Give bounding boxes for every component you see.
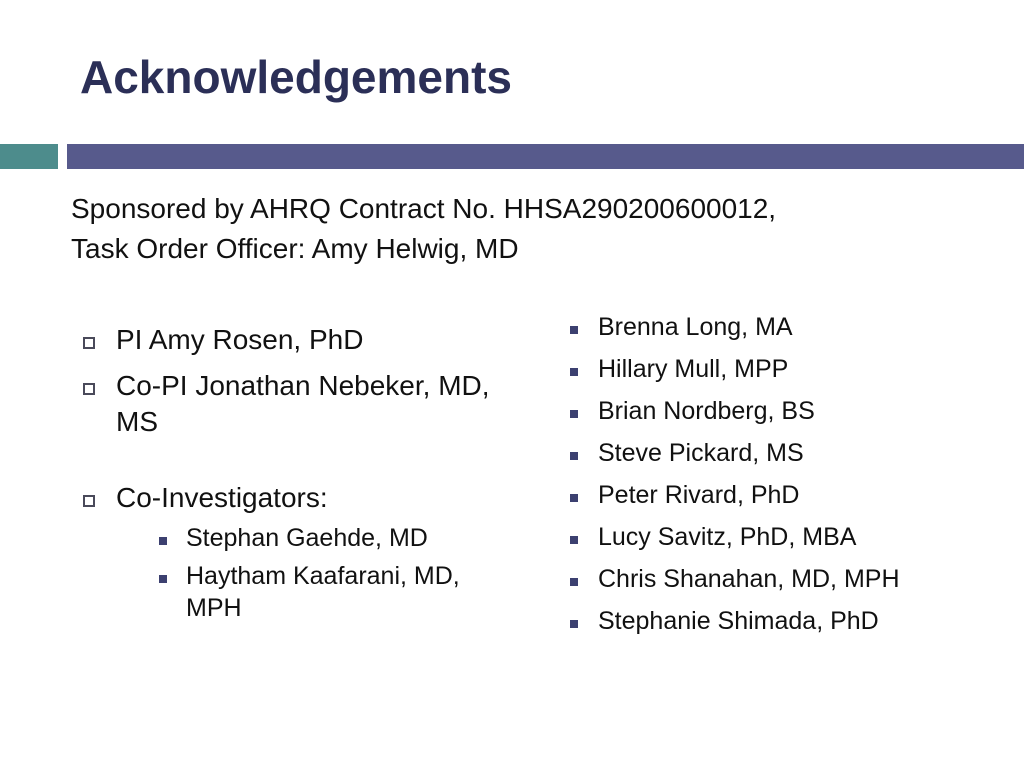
list-item-text: Chris Shanahan, MD, MPH (598, 565, 900, 593)
list-item-co-pi (80, 368, 520, 440)
sublist-item-text: Stephan Gaehde, MD (186, 524, 428, 552)
sublist-item (151, 560, 520, 624)
slide-title: Acknowledgements (80, 51, 512, 103)
list-item-text: Steve Pickard, MS (598, 439, 804, 467)
title-accent-bar-purple (67, 144, 1024, 169)
square-bullet-icon (570, 578, 578, 586)
hollow-square-bullet-icon (83, 383, 95, 395)
right-column-list (563, 311, 1003, 637)
list-item-text: Brian Nordberg, BS (598, 397, 815, 425)
title-accent-bar-teal (0, 144, 58, 169)
square-bullet-icon (570, 620, 578, 628)
list-item-text: Brenna Long, MA (598, 313, 793, 341)
square-bullet-icon (570, 494, 578, 502)
sublist-item (151, 522, 520, 554)
list-item (563, 563, 1003, 595)
list-item-co-investigators (80, 480, 520, 624)
square-bullet-icon (570, 452, 578, 460)
list-item-text: Stephanie Shimada, PhD (598, 607, 879, 635)
list-item-pi (80, 322, 520, 358)
square-bullet-icon (570, 410, 578, 418)
list-item (563, 353, 1003, 385)
square-bullet-icon (159, 537, 167, 545)
list-item-text: PI Amy Rosen, PhD (116, 324, 364, 355)
hollow-square-bullet-icon (83, 495, 95, 507)
list-item (563, 479, 1003, 511)
list-item (563, 521, 1003, 553)
list-item-text: Co-Investigators: (116, 482, 328, 513)
list-item (563, 605, 1003, 637)
list-item (563, 311, 1003, 343)
list-item-text: Co-PI Jonathan Nebeker, MD, MS (116, 370, 490, 437)
sponsor-line: Task Order Officer: Amy Helwig, MD (71, 233, 519, 264)
list-item-text: Peter Rivard, PhD (598, 481, 800, 509)
square-bullet-icon (570, 536, 578, 544)
square-bullet-icon (159, 575, 167, 583)
square-bullet-icon (570, 368, 578, 376)
list-item (563, 395, 1003, 427)
hollow-square-bullet-icon (83, 337, 95, 349)
square-bullet-icon (570, 326, 578, 334)
sponsor-line: Sponsored by AHRQ Contract No. HHSA290200600012, (71, 193, 777, 224)
sponsor-statement (71, 189, 991, 269)
co-investigators-sublist (116, 522, 520, 624)
sublist-item-text: Haytham Kaafarani, MD, MPH (186, 562, 460, 622)
left-column-list (80, 322, 520, 624)
list-item-text: Hillary Mull, MPP (598, 355, 789, 383)
list-item-text: Lucy Savitz, PhD, MBA (598, 523, 857, 551)
list-item (563, 437, 1003, 469)
